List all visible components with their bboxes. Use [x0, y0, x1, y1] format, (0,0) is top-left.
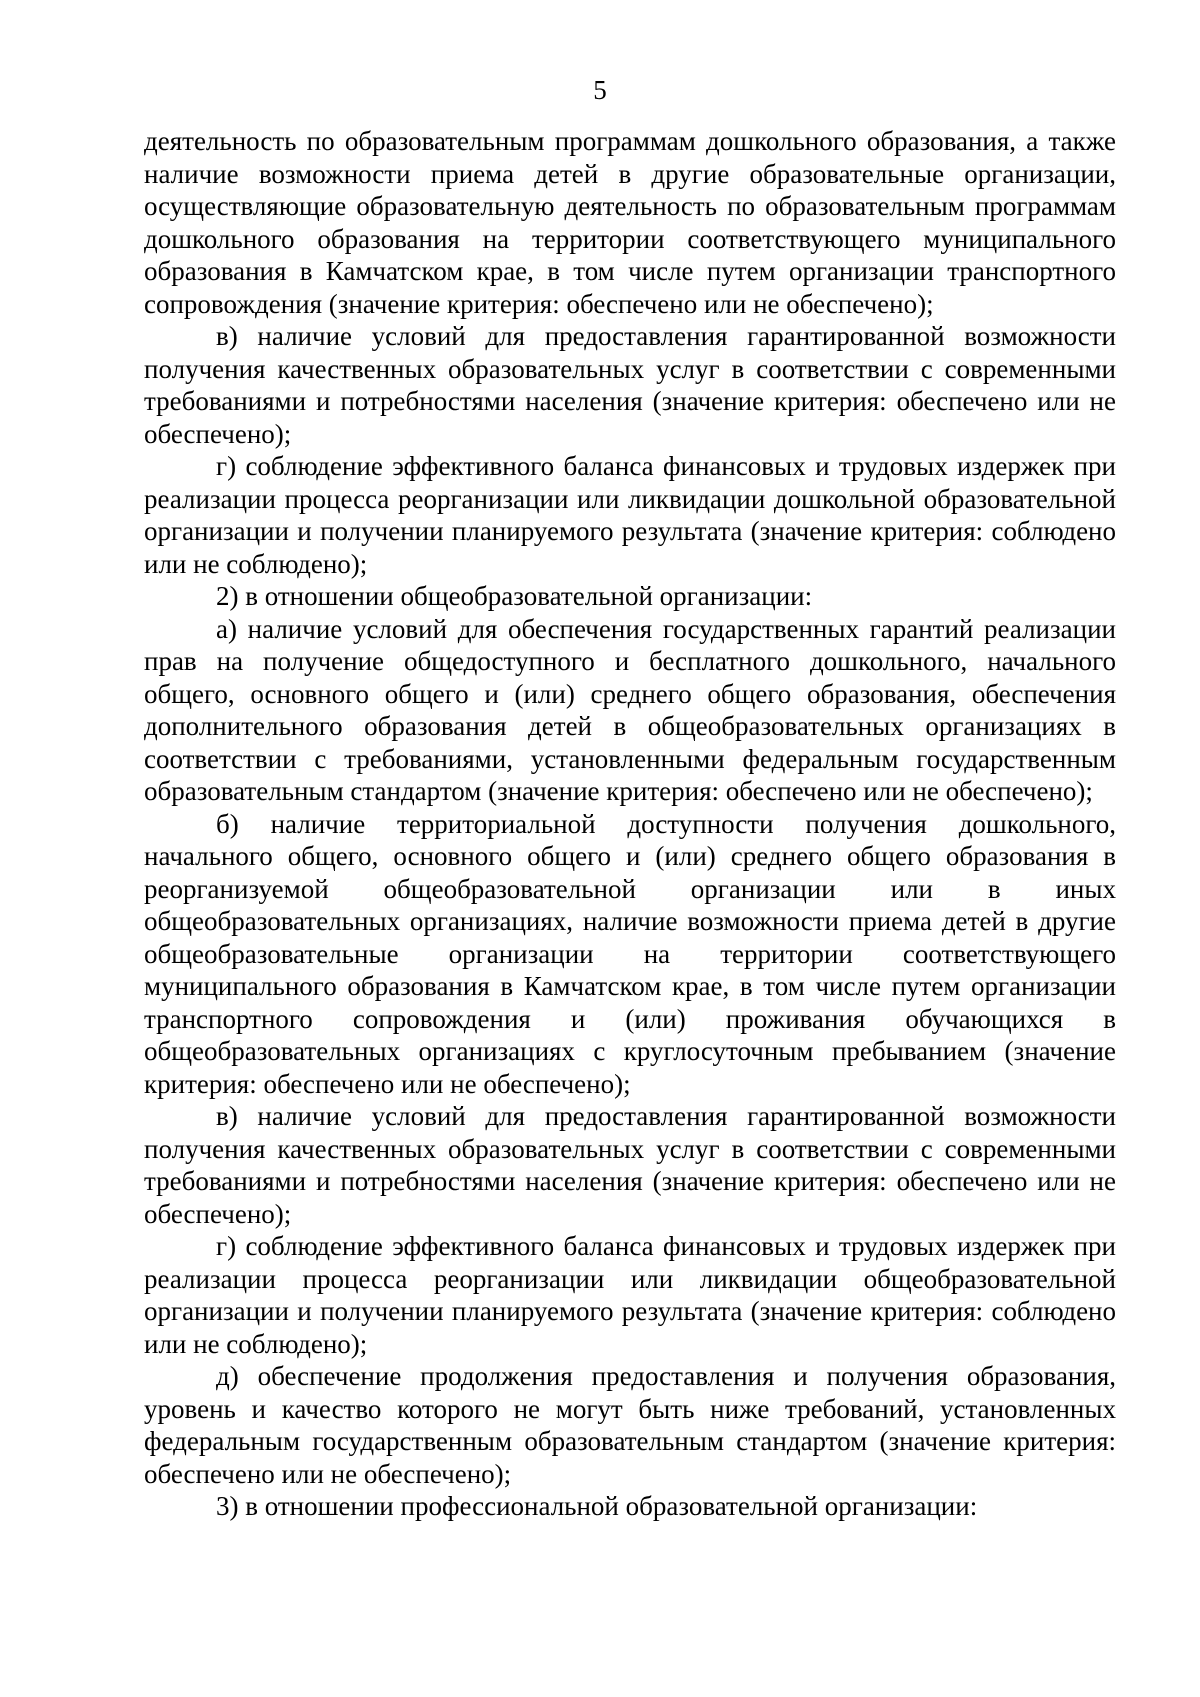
document-body [144, 125, 1116, 1523]
paragraph-item-g-2: г) соблюдение эффективного баланса финансовых и трудовых издержек при реализации процесса реорганизации или ликвидации общеобразовательной организации и получении планируемого результата (значение критерия: соблюдено или не соблюдено); [144, 1231, 1116, 1359]
paragraph-item-g: г) соблюдение эффективного баланса финансовых и трудовых издержек при реализации процесса реорганизации или ликвидации дошкольной образовательной организации и получении планируемого результата (значение критерия: соблюдено или не соблюдено); [144, 451, 1116, 579]
paragraph-item-b: б) наличие территориальной доступности получения дошкольного, начального общего, основного общего и (или) среднего общего образования в реорганизуемой общеобразовательной организации или в иных общеобразовательных организациях, наличие возможности приема детей в другие общеобразовательные организации на территории соответствующего муниципального образования в Камчатском крае, в том числе путем организации транспортного сопровождения и (или) проживания обучающихся в общеобразовательных организациях с круглосуточным пребыванием (значение критерия: обеспечено или не обеспечено); [144, 808, 1116, 1099]
paragraph-section-3-heading: 3) в отношении профессиональной образовательной организации: [216, 1491, 978, 1521]
paragraph-item-v: в) наличие условий для предоставления гарантированной возможности получения качественных образовательных услуг в соответствии с современными требованиями и потребностями населения (значение критерия: обеспечено или не обеспечено); [144, 321, 1116, 449]
paragraph-item-a: а) наличие условий для обеспечения государственных гарантий реализации прав на получение общедоступного и бесплатного дошкольного, начального общего, основного общего и (или) среднего общего образования, обеспечения дополнительного образования детей в общеобразовательных организациях в соответствии с требованиями, установленными федеральным государственным образовательным стандартом (значение критерия: обеспечено или не обеспечено); [144, 613, 1116, 806]
paragraph-section-2-heading: 2) в отношении общеобразовательной организации: [216, 581, 813, 611]
paragraph-item-v-2: в) наличие условий для предоставления гарантированной возможности получения качественных образовательных услуг в соответствии с современными требованиями и потребностями населения (значение критерия: обеспечено или не обеспечено); [144, 1101, 1116, 1229]
paragraph-item-d: д) обеспечение продолжения предоставления и получения образования, уровень и качество которого не могут быть ниже требований, установленных федеральным государственным образовательным стандартом (значение критерия: обеспечено или не обеспечено); [144, 1361, 1116, 1489]
page-number: 5 [593, 75, 607, 105]
paragraph-continuation: деятельность по образовательным программам дошкольного образования, а также наличие возможности приема детей в другие образовательные организации, осуществляющие образовательную деятельность по образовательным программам дошкольного образования на территории соответствующего муниципального образования в Камчатском крае, в том числе путем организации транспортного сопровождения (значение критерия: обеспечено или не обеспечено); [144, 126, 1116, 319]
